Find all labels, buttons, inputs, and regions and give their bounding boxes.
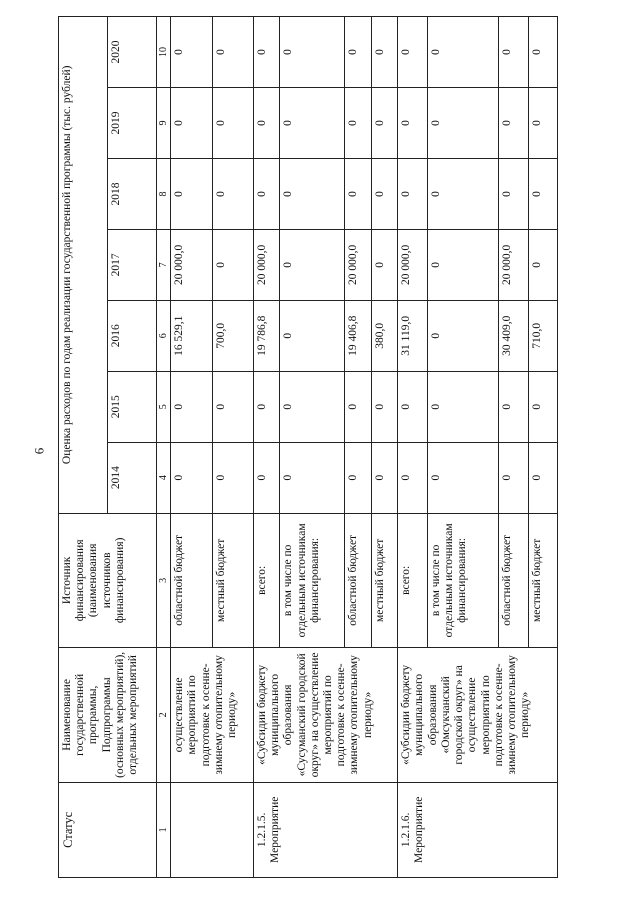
status-code: 1.2.1.5. <box>255 812 268 848</box>
value-cell: 0 <box>499 17 528 88</box>
value-cell: 0 <box>280 229 345 300</box>
value-cell: 0 <box>345 17 371 88</box>
col-index: 10 <box>157 17 171 88</box>
table-row <box>253 17 279 878</box>
value-cell: 0 <box>427 17 499 88</box>
funding-source: местный бюджет <box>528 513 557 648</box>
value-cell: 20 000,0 <box>171 229 212 300</box>
value-cell: 0 <box>371 371 398 442</box>
col-index: 9 <box>157 88 171 159</box>
value-cell: 0 <box>398 158 427 229</box>
funding-source: в том числе по отдельным источникам финансирования: <box>280 513 345 648</box>
value-cell: 0 <box>398 17 427 88</box>
measure-name: осуществление мероприятий по подготовке к осенне-зимнему отопительному периоду» <box>171 648 254 783</box>
status-cell <box>171 782 254 877</box>
value-cell: 0 <box>280 371 345 442</box>
value-cell: 0 <box>371 229 398 300</box>
value-cell: 16 529,1 <box>171 300 212 371</box>
page-number: 6 <box>31 447 47 455</box>
value-cell: 0 <box>212 17 253 88</box>
table-row <box>171 17 212 878</box>
value-cell: 20 000,0 <box>398 229 427 300</box>
col-index: 3 <box>157 513 171 648</box>
value-cell: 0 <box>427 371 499 442</box>
budget-table <box>58 16 558 878</box>
header-source: Источник финансирования (наименования источников финансирования) <box>59 513 157 648</box>
header-year: 2018 <box>108 158 157 229</box>
value-cell: 0 <box>528 371 557 442</box>
header-status: Статус <box>59 782 157 877</box>
value-cell: 700,0 <box>212 300 253 371</box>
value-cell: 30 409,0 <box>499 300 528 371</box>
value-cell: 0 <box>171 442 212 513</box>
value-cell: 0 <box>398 442 427 513</box>
value-cell: 0 <box>280 442 345 513</box>
value-cell: 0 <box>427 300 499 371</box>
value-cell: 0 <box>212 158 253 229</box>
value-cell: 0 <box>528 17 557 88</box>
value-cell: 0 <box>427 158 499 229</box>
value-cell: 0 <box>371 442 398 513</box>
value-cell: 0 <box>171 88 212 159</box>
measure-name: «Субсидии бюджету муниципального образования «Сусуманский городской округ» на осуществление мероприятий по подготовке к осенне-зимнему отопительному периоду» <box>253 648 397 783</box>
col-index: 7 <box>157 229 171 300</box>
value-cell: 0 <box>528 158 557 229</box>
rotated-page <box>58 16 558 878</box>
funding-source: местный бюджет <box>212 513 253 648</box>
value-cell: 0 <box>499 88 528 159</box>
value-cell: 0 <box>345 371 371 442</box>
measure-name: «Субсидии бюджету муниципального образования «Омсукчанский городской округ» на осуществление мероприятий по подготовке к осенне-зимнему отопительному периоду» <box>398 648 558 783</box>
value-cell: 0 <box>171 158 212 229</box>
header-year: 2014 <box>108 442 157 513</box>
value-cell: 0 <box>427 88 499 159</box>
value-cell: 20 000,0 <box>345 229 371 300</box>
value-cell: 0 <box>345 442 371 513</box>
value-cell: 0 <box>253 17 279 88</box>
funding-source: всего: <box>253 513 279 648</box>
value-cell: 0 <box>212 88 253 159</box>
value-cell: 0 <box>528 442 557 513</box>
value-cell: 0 <box>427 229 499 300</box>
col-index: 6 <box>157 300 171 371</box>
value-cell: 0 <box>499 442 528 513</box>
header-name: Наименование государственной программы, Подпрограммы (основных мероприятий), отдельных мероприятий <box>59 648 157 783</box>
value-cell: 0 <box>528 229 557 300</box>
value-cell: 0 <box>212 442 253 513</box>
funding-source: областной бюджет <box>345 513 371 648</box>
value-cell: 0 <box>253 442 279 513</box>
value-cell: 0 <box>499 158 528 229</box>
value-cell: 0 <box>345 158 371 229</box>
value-cell: 20 000,0 <box>499 229 528 300</box>
value-cell: 0 <box>280 17 345 88</box>
value-cell: 0 <box>427 442 499 513</box>
value-cell: 0 <box>280 88 345 159</box>
header-year: 2020 <box>108 17 157 88</box>
value-cell: 710,0 <box>528 300 557 371</box>
value-cell: 0 <box>212 229 253 300</box>
value-cell: 0 <box>371 88 398 159</box>
value-cell: 0 <box>528 88 557 159</box>
header-estimate: Оценка расходов по годам реализации государственной программы (тыс. рублей) <box>59 17 108 514</box>
value-cell: 0 <box>171 17 212 88</box>
value-cell: 0 <box>212 371 253 442</box>
value-cell: 0 <box>371 158 398 229</box>
col-index: 4 <box>157 442 171 513</box>
value-cell: 0 <box>280 300 345 371</box>
status-label: Мероприятие <box>269 796 282 863</box>
col-index: 2 <box>157 648 171 783</box>
status-code: 1.2.1.6. <box>400 812 413 848</box>
header-year: 2016 <box>108 300 157 371</box>
status-cell <box>253 782 397 877</box>
value-cell: 0 <box>398 371 427 442</box>
value-cell: 380,0 <box>371 300 398 371</box>
funding-source: в том числе по отдельным источникам финансирования: <box>427 513 499 648</box>
value-cell: 0 <box>280 158 345 229</box>
table-row <box>398 17 427 878</box>
col-index: 1 <box>157 782 171 877</box>
col-index: 8 <box>157 158 171 229</box>
header-year: 2019 <box>108 88 157 159</box>
value-cell: 0 <box>253 371 279 442</box>
value-cell: 0 <box>171 371 212 442</box>
funding-source: всего: <box>398 513 427 648</box>
value-cell: 19 786,8 <box>253 300 279 371</box>
status-label: Мероприятие <box>413 796 426 863</box>
value-cell: 20 000,0 <box>253 229 279 300</box>
value-cell: 31 119,0 <box>398 300 427 371</box>
value-cell: 0 <box>345 88 371 159</box>
value-cell: 0 <box>253 158 279 229</box>
value-cell: 0 <box>253 88 279 159</box>
funding-source: областной бюджет <box>171 513 212 648</box>
funding-source: областной бюджет <box>499 513 528 648</box>
funding-source: местный бюджет <box>371 513 398 648</box>
value-cell: 0 <box>499 371 528 442</box>
header-row <box>59 17 108 878</box>
status-cell <box>398 782 558 877</box>
header-year: 2017 <box>108 229 157 300</box>
col-index: 5 <box>157 371 171 442</box>
header-year: 2015 <box>108 371 157 442</box>
value-cell: 0 <box>398 88 427 159</box>
column-index-row <box>157 17 171 878</box>
value-cell: 19 406,8 <box>345 300 371 371</box>
value-cell: 0 <box>371 17 398 88</box>
